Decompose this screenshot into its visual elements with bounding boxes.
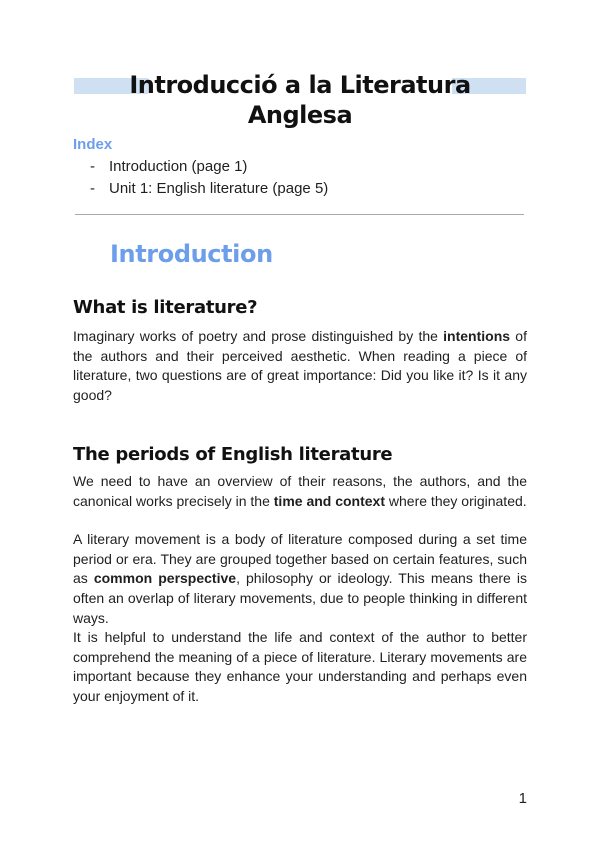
paragraph-text: We need to have an overview of their reasons, the authors, and the canonical works precisely in the	[73, 473, 527, 509]
bold-text-intentions: intentions	[443, 328, 511, 344]
heading-what-is-literature: What is literature?	[73, 297, 258, 318]
heading-periods-of-english-literature: The periods of English literature	[73, 444, 393, 465]
paragraph-text: A literary movement is a body of literature composed during a set time period or era. They are grouped together based on certain features, such as	[73, 531, 527, 587]
paragraph-text: of the authors and their perceived aesthetic. When reading a piece of literature, two questions are of great importance: Did you like it? Is it any good?	[73, 328, 527, 404]
paragraph-literature-definition	[73, 327, 527, 406]
index-item-text: Introduction (page 1)	[109, 158, 248, 175]
index-item-introduction	[90, 156, 528, 178]
index-section	[73, 136, 528, 200]
paragraph-text: , philosophy or ideology. This means there is often an overlap of literary movements, due to people thinking in different ways.	[73, 570, 527, 626]
document-title	[74, 70, 526, 130]
paragraph-text: Imaginary works of poetry and prose distinguished by the	[73, 328, 444, 344]
document-title-line-2: Anglesa	[247, 101, 353, 129]
bold-text-common-perspective: common perspective	[93, 570, 237, 587]
bold-text-time-and-context: time and context	[273, 492, 386, 509]
index-bullet: -	[90, 180, 95, 197]
index-list	[73, 156, 528, 200]
paragraph-text: It is helpful to understand the life and context of the author to better comprehend the meaning of a piece of literature. Literary movements are important because they enhance your understanding and perhaps even your enjoyment of it.	[73, 629, 527, 705]
index-item-text: Unit 1: English literature (page 5)	[109, 180, 329, 197]
document-title-line-1: Introducció a la Literatura	[129, 71, 471, 99]
paragraph-overview	[73, 472, 527, 511]
paragraph-literary-movement	[73, 530, 527, 629]
paragraph-text: where they originated.	[385, 492, 527, 509]
section-title-introduction: Introduction	[110, 240, 273, 268]
page-number: 1	[518, 790, 527, 807]
index-label: Index	[73, 136, 113, 153]
document-title-block	[74, 70, 526, 130]
paragraph-author-context	[73, 628, 527, 707]
index-item-unit-1	[90, 178, 528, 200]
index-bullet: -	[90, 158, 95, 175]
horizontal-divider	[75, 214, 524, 215]
